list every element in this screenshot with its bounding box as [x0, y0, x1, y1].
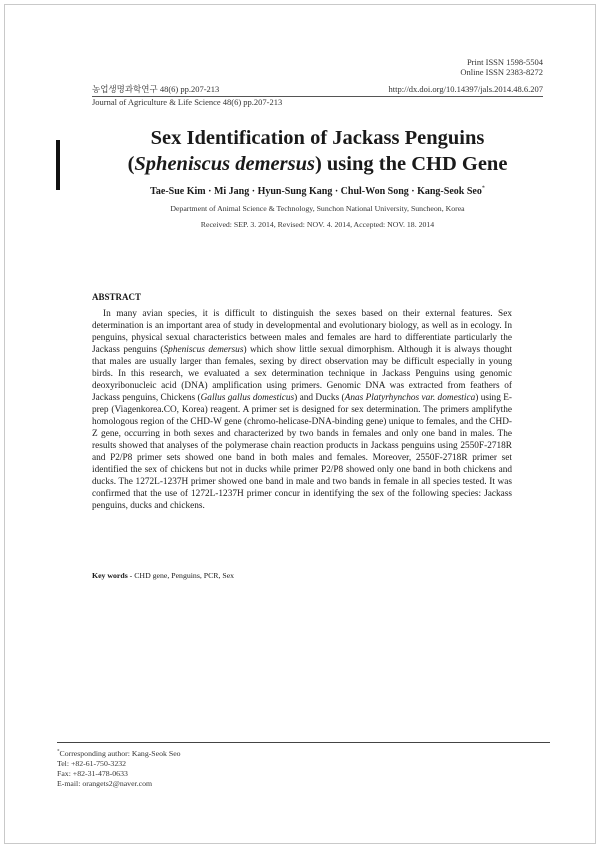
- title-paren-open: (: [127, 153, 135, 175]
- corresponding-mark: *: [481, 185, 485, 192]
- print-issn: Print ISSN 1598-5504: [466, 57, 543, 67]
- abstract-segment: ) and Ducks (: [294, 393, 345, 403]
- received-dates: Received: SEP. 3. 2014, Revised: NOV. 4. 2014, Accepted: NOV. 18. 2014: [200, 220, 435, 229]
- email[interactable]: E-mail: orangets2@naver.com: [57, 779, 153, 788]
- keywords-label: Key words: [92, 571, 128, 580]
- issn-block: [460, 57, 543, 77]
- paper-title: [92, 125, 543, 177]
- online-issn: Online ISSN 2383-8272: [460, 67, 543, 77]
- abstract-segment: ) which show little sexual dimorphism. Although it is always thought that males are usually larger than females, sexing by direct observation may be difficult especially in young birds. In this research, we evaluated a sex determination technique in Jackass Penguins using genomic deoxyribonucleic acid (DNA) amplification using primers. Genomic DNA was extracted from feathers of Jackass penguins, Chickens (: [92, 345, 512, 403]
- keywords-separator: -: [127, 571, 135, 580]
- abstract-body: [92, 308, 512, 512]
- footnote: [57, 749, 181, 789]
- fax: Fax: +82-31-478-0633: [57, 769, 128, 778]
- corresponding-author: [57, 749, 181, 759]
- title-species: Spheniscus demersus: [134, 153, 315, 175]
- doi-link[interactable]: http://dx.doi.org/10.14397/jals.2014.48.6.207: [388, 84, 543, 94]
- author-list: [92, 186, 543, 198]
- abstract-species-name: Spheniscus demersus: [163, 345, 244, 355]
- affiliation: Department of Animal Science & Technology, Sunchon National University, Suncheon, Korea: [170, 204, 465, 213]
- footnote-mark: *: [57, 749, 60, 755]
- abstract-species-name: Anas Platyrhynchos var. domestica: [344, 393, 476, 403]
- corresponding-author-text: Corresponding author: Kang-Seok Seo: [59, 749, 181, 758]
- abstract-segment: ) using E-prep (Viagenkorea.CO, Korea) reagent. A primer set is designed for sex determination. The primers amplifythe homologous region of the CHD-W gene (chromo-helicase-DNA-binding gene) unique to females, and the CHD-Z gene, occurring in both sexes and characterized by two bands in females and only one band in males. The results showed that analyses of the polymerase chain reaction products in Jackass penguins using 2550F-2718R and P2/P8 primer sets showed one band in both males and females. Moreover, 2550F-2718R primer set identified the sex of chickens but not in ducks while primer P2/P8 showed only one band in both chickens and ducks. The 1272L-1237H primer showed one band in male and two bands in female in all species tested. It was confirmed that the use of 1272L-1237H primer concur in identifying the sex of the following species: Jackass penguins, ducks and chickens.: [92, 393, 512, 511]
- abstract-heading: ABSTRACT: [92, 292, 142, 302]
- title-line-2: [92, 151, 543, 177]
- side-marker-bar: [56, 140, 60, 190]
- title-line-1: Sex Identification of Jackass Penguins: [150, 127, 485, 149]
- footnote-rule: [57, 742, 550, 743]
- journal-citation: Journal of Agriculture & Life Science 48(6) pp.207-213: [92, 97, 283, 107]
- keywords: [92, 571, 234, 581]
- title-line-2-rest: ) using the CHD Gene: [314, 153, 508, 175]
- telephone: Tel: +82-61-750-3232: [57, 759, 127, 768]
- abstract-species-name: Gallus gallus domesticus: [200, 393, 295, 403]
- author-names: Tae-Sue Kim · Mi Jang · Hyun-Sung Kang · Chul-Won Song · Kang-Seok Seo: [150, 186, 482, 197]
- korean-citation: 농업생명과학연구 48(6) pp.207-213: [92, 84, 220, 94]
- abstract-segment: In many avian species, it is difficult to distinguish the sexes based on their external features. Sex determination is an important area of study in developmental and evolutionary biology, as well as in ecology. In penguins, physical sexual characteristics between males and females are hard to differentiate particularly the Jackass penguins (: [92, 309, 512, 355]
- keywords-terms: CHD gene, Penguins, PCR, Sex: [134, 571, 235, 580]
